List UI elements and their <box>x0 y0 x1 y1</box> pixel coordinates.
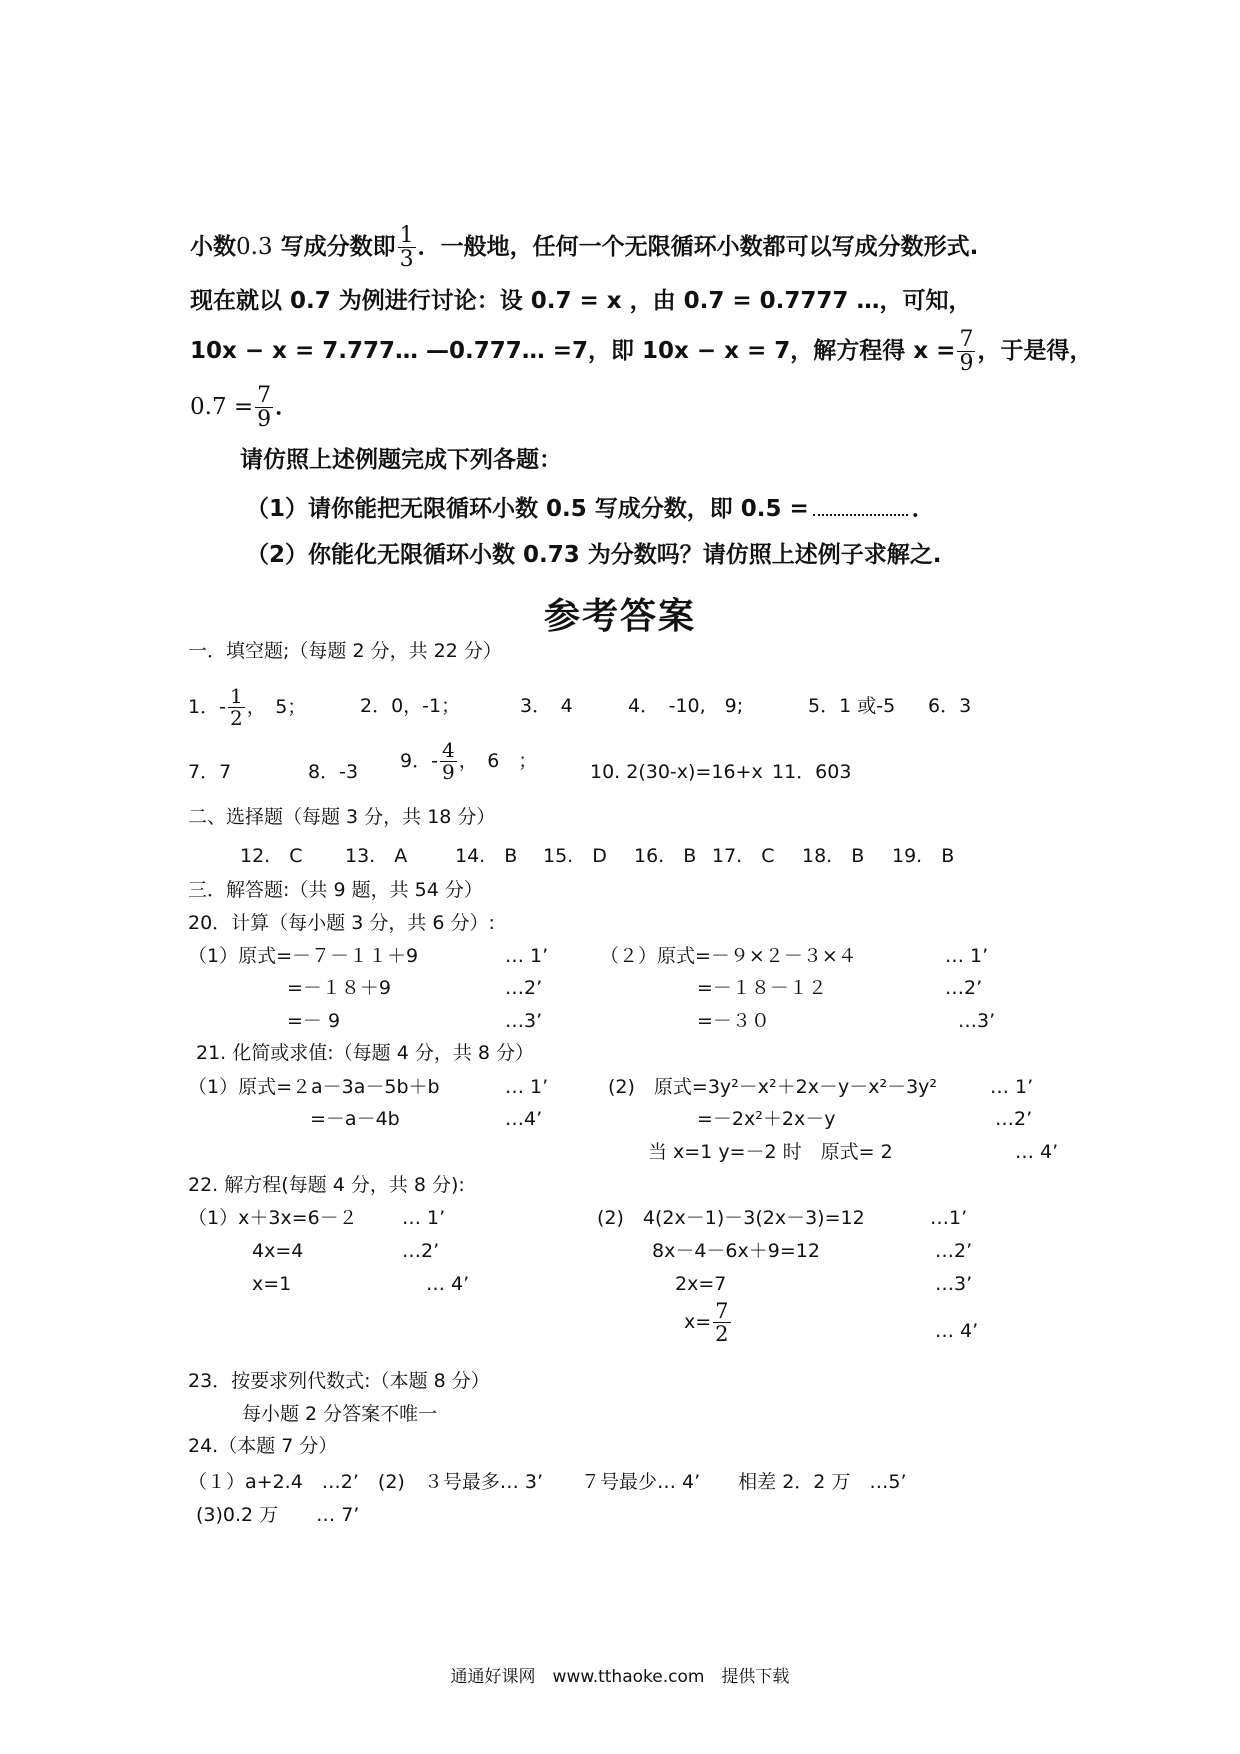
fraction <box>228 686 245 729</box>
answer-1 <box>188 686 306 729</box>
q21-right-step-1: (2) 原式=3y²－x²＋2x－y－x²－3y² <box>608 1076 938 1098</box>
fraction-numerator: 1 <box>399 223 414 248</box>
fraction-denominator: 9 <box>257 407 272 433</box>
answer-8: 8．-3 <box>308 761 359 783</box>
text-segment: ， 5； <box>246 696 307 718</box>
text-segment: 小数 <box>190 234 236 261</box>
text-segment: 0.7 = <box>190 394 254 421</box>
q21-left-step-2: =－a－4b <box>310 1108 400 1130</box>
answer-6: 6．3 <box>928 695 972 717</box>
q22-right-step-2: 8x－4－6x＋9=12 <box>652 1240 820 1262</box>
text-segment: ． <box>911 496 935 522</box>
answer-11: 11．603 <box>772 761 852 783</box>
q22-right-mark-1: …1’ <box>930 1207 968 1229</box>
answer-7: 7．7 <box>188 761 232 783</box>
q21-right-mark-2: …2’ <box>995 1108 1033 1130</box>
fraction <box>440 740 457 783</box>
section-3-heading: 三．解答题:（共 9 题，共 54 分） <box>188 879 483 901</box>
q21-right-mark-3: … 4’ <box>1015 1141 1059 1163</box>
q20-right-mark-3: …3’ <box>958 1010 996 1032</box>
fraction-denominator: 2 <box>715 1322 729 1347</box>
fraction-denominator: 3 <box>399 247 414 273</box>
text-segment: ，于是得， <box>977 338 1093 365</box>
q21-left-mark-1: … 1’ <box>505 1076 549 1098</box>
fraction <box>713 1300 730 1345</box>
q21-right-mark-1: … 1’ <box>990 1076 1034 1098</box>
fraction-denominator: 2 <box>229 706 243 730</box>
section-1-heading: 一．填空题;（每题 2 分，共 22 分） <box>188 640 502 662</box>
q22-heading: 22. 解方程(每题 4 分，共 8 分): <box>188 1174 465 1196</box>
answer-9 <box>400 740 537 783</box>
task-intro: 请仿照上述例题完成下列各题： <box>240 447 562 473</box>
fraction-denominator: 9 <box>441 760 455 784</box>
fraction-numerator: 4 <box>441 738 455 762</box>
task-question-2: （2）你能化无限循环小数 0.73 为分数吗？请仿照上述例子求解之. <box>246 542 942 568</box>
q24-line-2: (3)0.2 万 … 7’ <box>196 1504 360 1526</box>
answer-blank <box>813 514 908 516</box>
text-segment: 10x − x = 7.777… —0.777… =7，即 10x − x = 7，解方程得 x = <box>190 338 956 365</box>
q22-right-mark-3: …3’ <box>935 1273 973 1295</box>
q22-left-step-3: x=1 <box>252 1273 292 1295</box>
fraction-numerator: 1 <box>229 684 243 708</box>
q24-line-1: （１）a+2.4 …2’ (2) ３号最多… 3’ ７号最少… 4’ 相差 2．2 万 …5’ <box>188 1471 907 1493</box>
q22-left-step-1: （1）x＋3x=6－２ <box>188 1207 358 1229</box>
q24-heading: 24.（本题 7 分） <box>188 1435 338 1457</box>
fraction-numerator: 7 <box>715 1299 729 1323</box>
text-segment: ．一般地，任何一个无限循环小数都可以写成分数形式. <box>417 234 979 261</box>
answer-3: 3． 4 <box>520 695 573 717</box>
choice-answer: 17. C <box>712 845 775 867</box>
q21-right-step-2: =－2x²＋2x－y <box>697 1108 836 1130</box>
choice-answer: 15. D <box>543 845 607 867</box>
answer-2: 2．0，-1； <box>360 695 461 717</box>
choice-answer: 18. B <box>802 845 865 867</box>
q22-left-mark-1: … 1’ <box>402 1207 446 1229</box>
q20-right-step-2: =－１８－１２ <box>697 977 827 999</box>
text-segment: x= <box>684 1311 712 1334</box>
fraction-numerator: 7 <box>959 327 974 352</box>
text-segment: 9．- <box>400 750 438 772</box>
text-segment: 写成分数即 <box>272 234 396 261</box>
q22-left-mark-2: …2’ <box>402 1240 440 1262</box>
fraction-numerator: 7 <box>257 383 272 408</box>
task-question-1 <box>246 498 935 521</box>
q22-right-mark-2: …2’ <box>935 1240 973 1262</box>
fraction <box>255 384 273 431</box>
choice-answer: 12. C <box>240 845 303 867</box>
q20-right-mark-1: … 1’ <box>945 945 989 967</box>
answer-10: 10. 2(30-x)=16+x <box>590 761 763 783</box>
q21-heading: 21. 化简或求值:（每题 4 分，共 8 分） <box>196 1042 534 1064</box>
text-segment: ． <box>275 394 299 421</box>
q21-left-mark-2: …4’ <box>505 1108 543 1130</box>
q22-right-mark-4: … 4’ <box>935 1320 979 1342</box>
q20-right-step-1: （２）原式=－９×２－３×４ <box>600 945 857 967</box>
q20-heading: 20．计算（每小题 3 分，共 6 分）: <box>188 912 495 934</box>
choice-answer: 19. B <box>892 845 955 867</box>
q23-heading: 23．按要求列代数式:（本题 8 分） <box>188 1370 490 1392</box>
text-segment: ， 6 ； <box>458 750 538 772</box>
q20-right-step-3: =－３０ <box>697 1010 770 1032</box>
q22-left-step-2: 4x=4 <box>252 1240 304 1262</box>
answers-title: 参考答案 <box>543 596 696 637</box>
q20-left-step-2: =－１８＋9 <box>287 977 392 999</box>
answer-4: 4． -10, 9; <box>628 695 744 717</box>
text-segment: 1．- <box>188 696 226 718</box>
example-line-3 <box>190 328 1092 375</box>
answer-5: 5．1 或-5 <box>808 695 896 717</box>
q20-left-mark-2: …2’ <box>505 977 543 999</box>
q20-left-mark-1: … 1’ <box>505 945 549 967</box>
q23-note: 每小题 2 分答案不唯一 <box>242 1403 438 1425</box>
choice-answer: 16. B <box>634 845 697 867</box>
q20-right-mark-2: …2’ <box>945 977 983 999</box>
q20-left-step-3: =－ 9 <box>287 1010 341 1032</box>
q21-left-step-1: （1）原式=２a－3a－5b＋b <box>188 1076 440 1098</box>
text-segment: （1）请你能把无限循环小数 0.5 写成分数，即 0.5 = <box>246 496 809 522</box>
fraction <box>957 328 975 375</box>
example-line-4 <box>190 384 298 431</box>
fraction <box>398 224 416 271</box>
q20-left-step-1: （1）原式=－７－１１＋9 <box>188 945 419 967</box>
choice-answer: 14. B <box>455 845 518 867</box>
section-2-heading: 二、选择题（每题 3 分，共 18 分） <box>188 806 496 828</box>
example-line-1 <box>190 224 978 271</box>
fraction-denominator: 9 <box>959 351 974 377</box>
q22-right-step-4 <box>684 1300 733 1345</box>
q22-right-step-1: (2) 4(2x－1)－3(2x－3)=12 <box>597 1207 865 1229</box>
q21-right-step-3: 当 x=1 y=－2 时 原式= 2 <box>648 1141 893 1163</box>
choice-answer: 13. A <box>345 845 408 867</box>
example-line-2: 现在就以 0.7 为例进行讨论：设 0.7 = x ，由 0.7 = 0.7777 …，可知， <box>190 288 972 314</box>
page-footer: 通通好课网 www.tthaoke.com 提供下载 <box>450 1667 790 1687</box>
q20-left-mark-3: …3’ <box>505 1010 543 1032</box>
q22-left-mark-3: … 4’ <box>426 1273 470 1295</box>
text-segment: 0.3 <box>236 234 273 261</box>
q22-right-step-3: 2x=7 <box>675 1273 727 1295</box>
